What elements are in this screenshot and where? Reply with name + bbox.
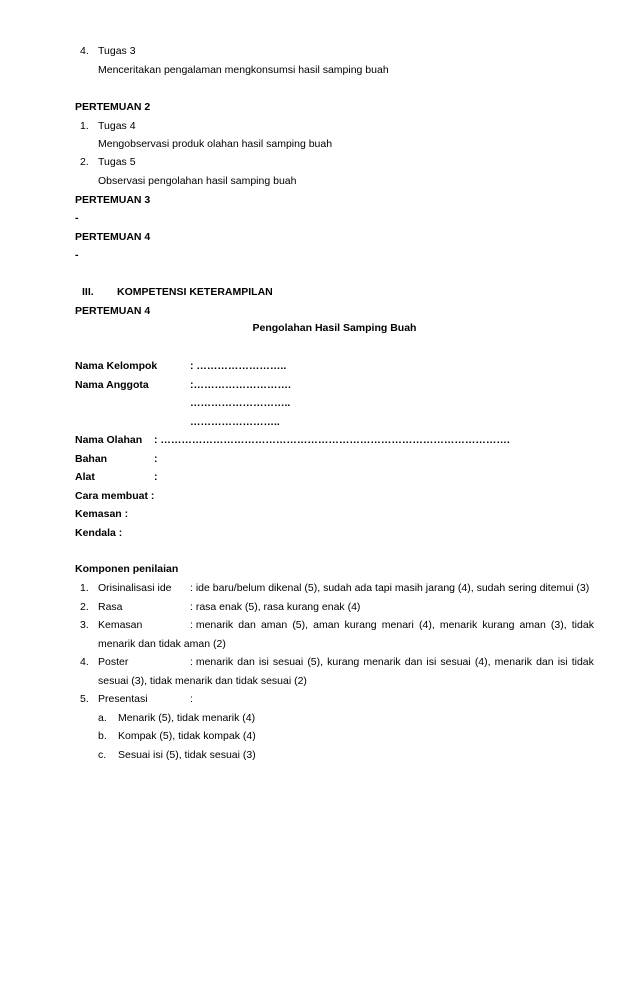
- task-title: Tugas 3: [98, 45, 136, 57]
- meeting-heading: PERTEMUAN 3: [75, 194, 151, 206]
- word: menarik: [494, 656, 532, 668]
- criterion-name: Kemasan: [98, 619, 143, 631]
- word: (4),: [418, 619, 435, 631]
- word: menari: [381, 619, 414, 631]
- word: aman: [519, 619, 546, 631]
- olahan-label: Nama Olahan: [75, 434, 143, 446]
- criterion-desc-continued: menarik dan tidak aman (2): [98, 638, 226, 650]
- task-title: Tugas 5: [98, 156, 136, 168]
- criterion-desc: [190, 656, 594, 669]
- sub-item: Sesuai isi (5), tidak sesuai (3): [118, 749, 256, 761]
- word: sesuai: [440, 656, 471, 668]
- meeting-heading: PERTEMUAN 2: [75, 101, 151, 113]
- anggota-value: ……………………..: [190, 416, 280, 428]
- sub-item: Menarik (5), tidak menarik (4): [118, 712, 256, 724]
- empty-dash: -: [75, 212, 79, 224]
- word: (5),: [292, 619, 309, 631]
- sub-letter: c.: [98, 749, 107, 761]
- word: isi: [426, 656, 437, 668]
- word: isi: [557, 656, 568, 668]
- assessment-heading: Komponen penilaian: [75, 563, 179, 575]
- item-number: 2.: [80, 601, 89, 613]
- kelompok-value: : ……………………..: [190, 360, 287, 372]
- criterion-desc: : rasa enak (5), rasa kurang enak (4): [190, 601, 361, 613]
- empty-dash: -: [75, 249, 79, 261]
- item-number: 1.: [80, 582, 89, 594]
- olahan-value: : ……………………………………………………………………………………….: [154, 434, 510, 446]
- word: isi: [258, 656, 269, 668]
- word: dan: [404, 656, 423, 668]
- word: tidak: [571, 656, 594, 668]
- criterion-name: Orisinalisasi ide: [98, 582, 172, 594]
- criterion-name: Presentasi: [98, 693, 148, 705]
- form-title: Pengolahan Hasil Samping Buah: [252, 322, 417, 334]
- task-description: Menceritakan pengalaman mengkonsumsi hasil samping buah: [98, 64, 389, 76]
- word: sesuai: [272, 656, 304, 668]
- meeting-heading: PERTEMUAN 4: [75, 231, 151, 243]
- criterion-desc: :: [190, 693, 193, 705]
- word: dan: [237, 656, 255, 668]
- word: : menarik: [190, 656, 234, 668]
- word: tidak: [571, 619, 594, 631]
- section-number: III.: [82, 286, 94, 298]
- task-description: Observasi pengolahan hasil samping buah: [98, 175, 297, 187]
- item-number: 3.: [80, 619, 89, 631]
- word: dan: [238, 619, 256, 631]
- anggota-value: :……………………….: [190, 379, 291, 391]
- word: aman: [313, 619, 340, 631]
- alat-colon: :: [154, 471, 158, 483]
- kelompok-label: Nama Kelompok: [75, 360, 158, 372]
- word: (4),: [474, 656, 491, 668]
- item-number: 4.: [80, 656, 89, 668]
- kendala-label: Kendala :: [75, 527, 123, 539]
- word: menarik: [439, 619, 478, 631]
- criterion-desc: [190, 619, 594, 632]
- criterion-desc: : ide baru/belum dikenal (5), sudah ada tapi masih jarang (4), sudah sering ditemui (3): [190, 582, 590, 594]
- sub-letter: b.: [98, 730, 107, 742]
- word: : menarik: [190, 619, 234, 631]
- word: kurang: [482, 619, 515, 631]
- word: kurang: [344, 619, 377, 631]
- word: (3),: [550, 619, 567, 631]
- sub-letter: a.: [98, 712, 107, 724]
- anggota-label: Nama Anggota: [75, 379, 149, 391]
- anggota-value: ………………………..: [190, 397, 291, 409]
- word: dan: [536, 656, 554, 668]
- alat-label: Alat: [75, 471, 95, 483]
- word: (5),: [307, 656, 324, 668]
- item-number: 5.: [80, 693, 89, 705]
- item-number: 1.: [80, 120, 89, 132]
- kemasan-label: Kemasan :: [75, 508, 129, 520]
- cara-label: Cara membuat :: [75, 490, 155, 502]
- section-title: KOMPETENSI KETERAMPILAN: [117, 286, 273, 298]
- bahan-label: Bahan: [75, 453, 108, 465]
- item-number: 4.: [80, 45, 89, 57]
- criterion-name: Poster: [98, 656, 129, 668]
- meeting-heading: PERTEMUAN 4: [75, 305, 151, 317]
- criterion-name: Rasa: [98, 601, 123, 613]
- sub-item: Kompak (5), tidak kompak (4): [118, 730, 256, 742]
- word: kurang: [327, 656, 360, 668]
- word: aman: [260, 619, 288, 631]
- item-number: 2.: [80, 156, 89, 168]
- word: menarik: [363, 656, 401, 668]
- task-title: Tugas 4: [98, 120, 136, 132]
- bahan-colon: :: [154, 453, 158, 465]
- task-description: Mengobservasi produk olahan hasil samping buah: [98, 138, 333, 150]
- criterion-desc-continued: sesuai (3), tidak menarik dan tidak sesuai (2): [98, 675, 307, 687]
